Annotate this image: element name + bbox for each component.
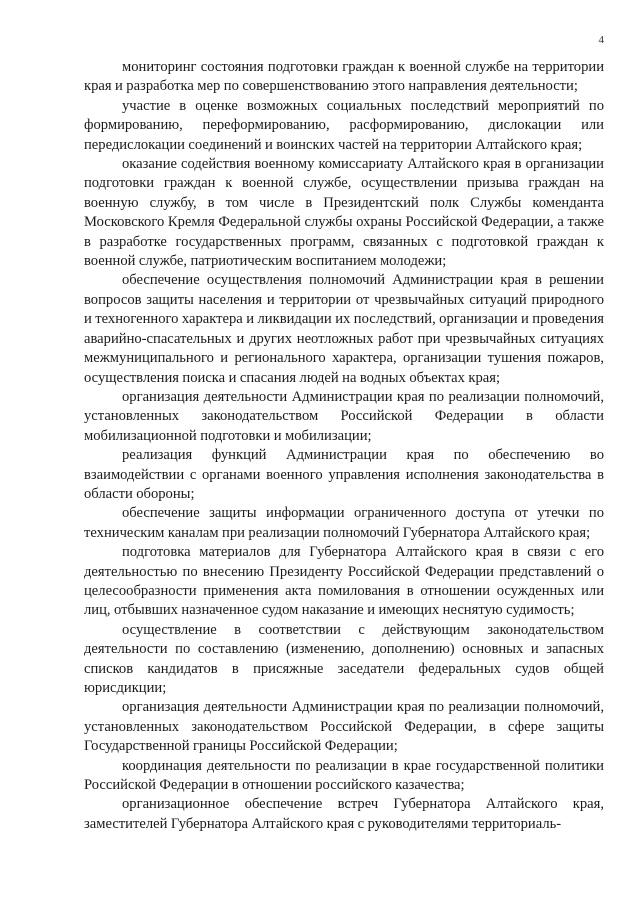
paragraph-jury-lists: осуществление в соответствии с действующим законодательством деятельности по составлению (изменению, дополнению) основных и запасных списков кандидатов в присяжные заседатели федеральных судов общей юрисдикции;	[84, 621, 604, 696]
page-number: 4	[598, 34, 604, 46]
document-body	[84, 58, 604, 834]
paragraph-military-service-monitoring: мониторинг состояния подготовки граждан к военной службе на территории края и разработка мер по совершенствованию этого направления деятельности;	[84, 59, 604, 95]
paragraph-social-consequences-assessment: участие в оценке возможных социальных последствий мероприятий по формированию, переформированию, расформированию, дислокации или передислокации соединений и воинских частей на территории Алтайского края;	[84, 97, 604, 153]
paragraph-pardon-materials: подготовка материалов для Губернатора Алтайского края в связи с его деятельностью по внесению Президенту Российской Федерации представлений о целесообразности применения акта помилования в отношении осужденных или лиц, отбывших назначенное судом наказание и имеющих неснятую судимость;	[84, 544, 604, 619]
paragraph-governor-meetings: организационное обеспечение встреч Губернатора Алтайского края, заместителей Губернатора Алтайского края с руководителями территориаль-	[84, 796, 604, 832]
paragraph-information-protection: обеспечение защиты информации ограниченного доступа от утечки по техническим каналам при реализации полномочий Губернатора Алтайского края;	[84, 505, 604, 541]
paragraph-emergency-protection: обеспечение осуществления полномочий Администрации края в решении вопросов защиты населения и территории от чрезвычайных ситуаций природного и техногенного характера и ликвидации их последствий, организации и проведения аварийно-спасательных и других неотложных работ при чрезвычайных ситуациях межмуниципального и регионального характера, организации тушения пожаров, осуществления поиска и спасания людей на водных объектах края;	[84, 272, 604, 386]
paragraph-mobilization-preparation: организация деятельности Администрации края по реализации полномочий, установленных законодательством Российской Федерации в области мобилизационной подготовки и мобилизации;	[84, 388, 604, 444]
paragraph-cossack-policy: координация деятельности по реализации в крае государственной политики Российской Федерации в отношении российского казачества;	[84, 757, 604, 794]
paragraph-state-border-protection: организация деятельности Администрации края по реализации полномочий, установленных законодательством Российской Федерации, в сфере защиты Государственной границы Российской Федерации;	[84, 699, 604, 755]
paragraph-military-commissariat-assistance: оказание содействия военному комиссариату Алтайского края в организации подготовки граждан к военной службе, осуществлении призыва граждан на военную службу, в том числе в Президентский полк Службы коменданта Московского Кремля Федеральной службы охраны Российской Федерации, а также в разработке государственных программ, связанных с подготовкой граждан к военной службе, патриотическим воспитанием молодежи;	[84, 156, 604, 270]
paragraph-defense-legislation: реализация функций Администрации края по обеспечению во взаимодействии с органами военного управления исполнения законодательства в области обороны;	[84, 447, 604, 502]
